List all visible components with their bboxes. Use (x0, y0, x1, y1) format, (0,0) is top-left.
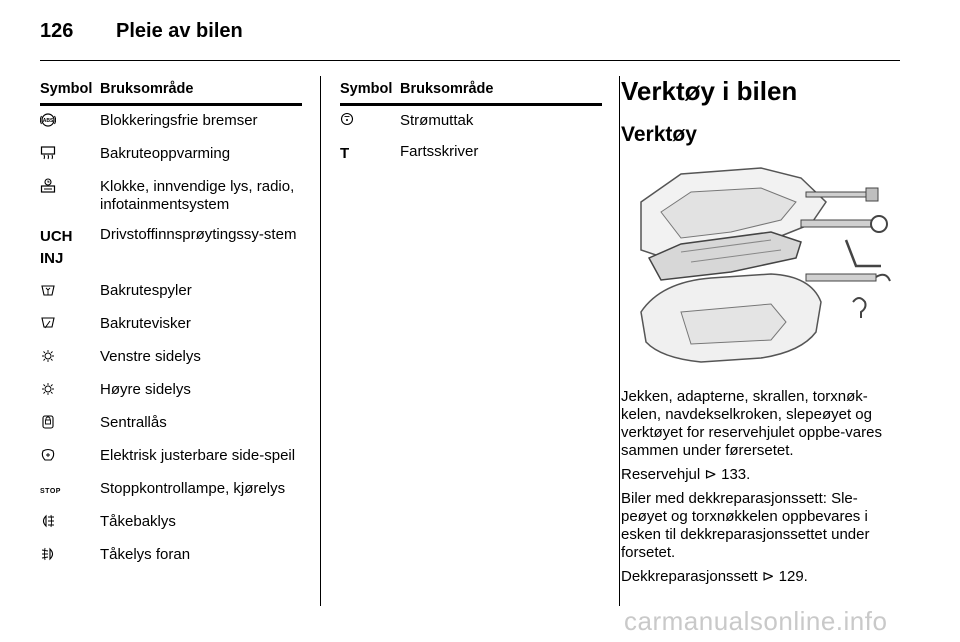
table-row (40, 507, 302, 540)
paragraph: Dekkreparasjonssett ⊳ 129. (621, 568, 808, 585)
row-text: Stoppkontrollampe, kjørelys (100, 474, 302, 507)
col-header-symbol: Symbol (340, 76, 400, 105)
mid-symbol-table-column (340, 76, 602, 171)
paragraph: Reservehjul ⊳ 133. (621, 466, 751, 483)
page-title: Pleie av bilen (116, 20, 243, 42)
abs-icon (40, 116, 56, 131)
rear-washer-icon (40, 286, 56, 301)
row-text: Høyre sidelys (100, 375, 302, 408)
table-row (40, 375, 302, 408)
table-row (40, 220, 302, 276)
tools-section (621, 76, 903, 586)
svg-text:ABS: ABS (42, 118, 54, 124)
table-row (40, 276, 302, 309)
clock-radio-icon (40, 182, 56, 197)
table-row (40, 105, 302, 139)
table-row (40, 408, 302, 441)
row-text: Bakrutespyler (100, 276, 302, 309)
page-number: 126 (40, 20, 74, 42)
row-text: Klokke, innvendige lys, radio, infotainmentsystem (100, 172, 302, 220)
table-row (40, 342, 302, 375)
row-text: Strømuttak (400, 105, 602, 137)
left-symbol-table-column (40, 76, 302, 573)
row-text: Elektrisk justerbare side-speil (100, 441, 302, 474)
tachograph-symbol: T (340, 145, 350, 162)
col-header-usage: Bruksområde (100, 76, 302, 105)
col-header-symbol: Symbol (40, 76, 100, 105)
column-divider (619, 76, 620, 606)
car-tool-kit-illustration (621, 162, 903, 372)
page-header (40, 20, 243, 43)
header-rule (40, 60, 900, 61)
section-subheading: Verktøy (621, 123, 697, 146)
left-side-light-icon (40, 352, 56, 367)
row-text: Tåkebaklys (100, 507, 302, 540)
table-row (340, 105, 602, 137)
central-lock-icon (40, 418, 56, 433)
table-row (40, 474, 302, 507)
column-divider (320, 76, 321, 606)
table-row (40, 172, 302, 220)
row-text: Drivstoffinnsprøytingssy-stem (100, 220, 302, 276)
right-side-light-icon (40, 385, 56, 400)
rear-fog-light-icon (40, 517, 56, 532)
uch-inj-symbol: UCH INJ (40, 228, 73, 267)
row-text: Bakrutevisker (100, 309, 302, 342)
row-text: Tåkelys foran (100, 540, 302, 573)
rear-window-heating-icon (40, 149, 56, 164)
table-row (40, 540, 302, 573)
mirror-adjust-icon (40, 451, 56, 466)
paragraph: Biler med dekkreparasjonssett: Sle-peøyet og torxnøkkelen oppbevares i esken til dekkreparasjonssettet under forsetet. (621, 490, 870, 561)
left-symbol-table (40, 76, 302, 573)
paragraph: Jekken, adapterne, skrallen, torxnøk-kelen, navdekselkroken, slepeøyet og verktøyet for reservehjulet oppbe-vares sammen under førersetet. (621, 388, 882, 459)
stop-symbol: STOP (40, 488, 61, 495)
row-text: Bakruteoppvarming (100, 139, 302, 172)
row-text: Blokkeringsfrie bremser (100, 105, 302, 139)
mid-symbol-table (340, 76, 602, 171)
watermark: carmanualsonline.info (624, 606, 888, 636)
table-row (340, 137, 602, 171)
power-socket-icon (340, 114, 354, 129)
rear-wiper-icon (40, 319, 56, 334)
col-header-usage: Bruksområde (400, 76, 602, 105)
row-text: Fartsskriver (400, 137, 602, 171)
table-row (40, 309, 302, 342)
row-text: Venstre sidelys (100, 342, 302, 375)
table-row (40, 139, 302, 172)
section-heading: Verktøy i bilen (621, 76, 798, 106)
table-row (40, 441, 302, 474)
front-fog-light-icon (40, 550, 56, 565)
row-text: Sentrallås (100, 408, 302, 441)
